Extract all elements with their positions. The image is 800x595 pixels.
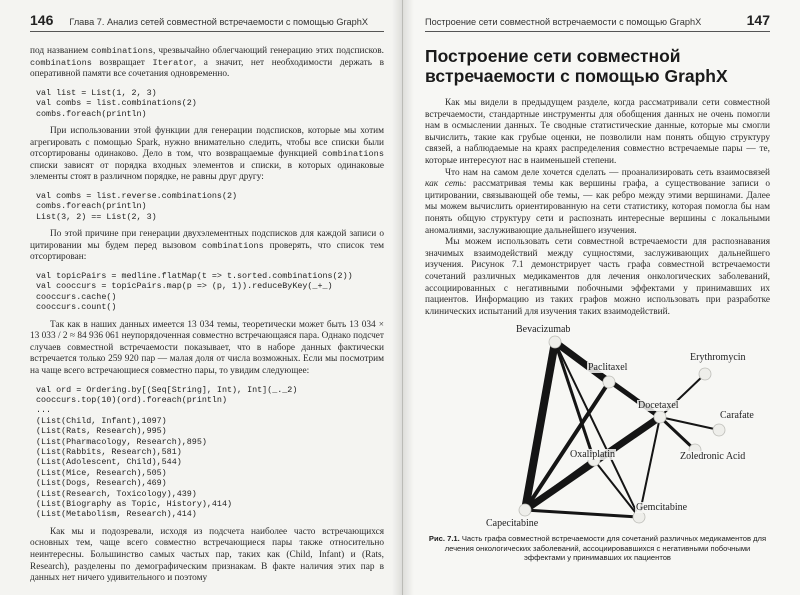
node-paclitaxel (603, 376, 615, 388)
emphasis: как сеть (425, 179, 464, 190)
text-run: списки зависят от порядка входных элементов и списки, в которых одинаковые элементы стоят в различном порядке, не равны друг другу: (30, 160, 384, 183)
text-run: : рассматривая темы как вершины графа, а существование записи о цитировании, связывающей обе темы, — как ребро между этими вершинами. Далее мы можем вычислить ориентированную на сети статистику, которая помогла бы нам понять общую структуру сети и распознать интересные вершины с локальными аномалиями, заслуживающие дальнейшего изучения. (425, 179, 770, 236)
node-carafate (713, 424, 725, 436)
caption-label: Рис. 7.1. (428, 534, 460, 544)
text-run: При использовании этой функции для генерации подсписков, которые мы хотим агрегировать с помощью Spark, нужно внимательно следить, чтобы все списки были отсортированы одинаково. Дело в том, что возвращаемые функцией (30, 126, 384, 160)
inline-code: Iterator (152, 57, 194, 68)
text-run: под названием (30, 46, 92, 56)
paragraph-2 (425, 168, 770, 238)
node-label-gemcitabine: Gemcitabine (636, 502, 688, 514)
left-running-header: Глава 7. Анализ сетей совместной встречаемости с помощью GraphX (69, 17, 369, 27)
inline-code: combinations (91, 46, 154, 56)
figure-caption (425, 534, 770, 563)
code-block-4: val ord = Ordering.by[(Seq[String], Int), Int](_._2) cooccurs.top(10)(ord).foreach(println) ... (List(Child, Infant),1097) (List(Rats, Research),995) (List(Pharmacology, Research),895) (List(Rabbits, Research),581) (List(Adolescent, Child),544) (List(Mice, Research),505) (List(Dogs, Research),469) (List(Research, Toxicology),439) (List(Biography as Topic, History),414) (List(Metabolism, Research),414) (36, 384, 298, 520)
right-page-number: 147 (746, 12, 770, 28)
edge-docetaxel-zoledronic (660, 417, 695, 450)
right-page-header (425, 12, 770, 32)
paragraph-2 (30, 126, 384, 184)
edge-capecitabine-gemcitabine (525, 510, 639, 517)
node-label-oxaliplatin: Oxaliplatin (570, 449, 615, 461)
caption-text: Часть графа совместной встречаемости для сочетаний различных медикаментов для лечения онкологических заболеваний, ассоциировавшихся с негативными побочными эффектами у принимавших их пациентов (444, 534, 767, 563)
cooccurrence-graph-figure (457, 324, 754, 532)
text-run: проверять, что список тем отсортирован: (30, 240, 384, 263)
text-run: , а значит, нет необходимости держать в оперативной памяти все сочетания одновременно. (30, 57, 384, 80)
node-label-bevacizumab: Bevacizumab (516, 324, 571, 336)
node-erythromycin (699, 368, 711, 380)
inline-code: combinations (322, 149, 384, 160)
node-docetaxel (654, 411, 666, 423)
node-label-paclitaxel: Paclitaxel (588, 362, 628, 374)
paragraph-4: Так как в наших данных имеется 13 034 темы, теоретически может быть 13 034 × 13 033 / 2 ≈ 84 936 061 неупорядоченная совместно встречающаяся пара. Однако подсчет случаев совместной встречаемости показывает, что в наборе данных фактически встречается только 259 920 пар — малая доля от числа возможных. Если мы посмотрим на чаще всего встречающиеся совместно пары, то увидим следующее: (30, 319, 384, 376)
paragraph-5: Как мы и подозревали, исходя из подсчета наиболее часто встречающихся основных тем, чаще всего совместно встречающиеся пары также относительно неинтересны. Большинство самых частых пар, таких как (Child, Infant) и (Rats, Research), разделены по демографическим признакам. В факте наличия этих пар в данных нет ничего удивительного и поэтому (30, 526, 384, 584)
right-running-header: Построение сети совместной встречаемости с помощью GraphX (425, 17, 702, 27)
node-bevacizumab (549, 336, 561, 348)
node-label-capecitabine: Capecitabine (486, 518, 539, 530)
node-label-carafate: Carafate (720, 410, 754, 422)
inline-code: combinations (201, 240, 264, 251)
text-run: Что нам на самом деле хочется сделать — проанализировать сеть взаимосвязей (445, 167, 770, 178)
node-capecitabine (519, 504, 531, 516)
node-label-erythromycin: Erythromycin (690, 352, 746, 364)
left-page-header (30, 12, 384, 32)
left-page-number: 146 (30, 12, 54, 28)
code-block-2: val combs = list.reverse.combinations(2) combs.foreach(println) List(3, 2) == List(2, 3) (36, 190, 238, 222)
code-block-3: val topicPairs = medline.flatMap(t => t.sorted.combinations(2)) val cooccurs = topicPairs.map(p => (p, 1)).reduceByKey(_+_) cooccurs.cache() cooccurs.count() (36, 270, 353, 313)
paragraph-1 (30, 46, 384, 81)
paragraph-3 (30, 229, 384, 264)
section-title: Построение сети совместной встречаемости с помощью GraphX (425, 46, 728, 86)
node-label-zoledronic: Zoledronic Acid (680, 451, 746, 463)
text-run: По этой причине при генерации двухэлементных подсписков для каждой записи о цитировании мы будем перед вызовом (30, 229, 384, 251)
text-run: возвращает (91, 57, 153, 68)
inline-code: combinations (30, 57, 92, 68)
code-block-1: val list = List(1, 2, 3) val combs = list.combinations(2) combs.foreach(println) (36, 87, 197, 119)
right-page (402, 0, 800, 595)
paragraph-1: Как мы видели в предыдущем разделе, когда рассматривали сети совместной встречаемости, стандартные инструменты для обобщения данных не очень помогли нам в осмыслении данных. Те сводные статистические данные, которые мы смогли вычислить, такие как грубые оценки, не позволили нам понять общую структуру связей, а наблюдаемые на краях распределения совместно встречаемые пары — те, которые интересуют нас в наименьшей степени. (425, 98, 770, 166)
node-label-docetaxel: Docetaxel (638, 400, 679, 412)
text-run: , чрезвычайно облегчающий генерацию этих подсписков. (153, 46, 384, 56)
paragraph-3: Мы можем использовать сети совместной встречаемости для распознавания значимых взаимодействий между сущностями, заслуживающих дальнейшего изучения. Рисунок 7.1 демонстрирует часть графа совместной встречаемости сочетаний различных медикаментов для лечения онкологических заболеваний, ассоциированных с негативными побочными эффектами у принимавших их пациентов. Информацию из таких графов можно использовать при разработке клинических испытаний для изучения таких взаимодействий. (425, 237, 770, 317)
